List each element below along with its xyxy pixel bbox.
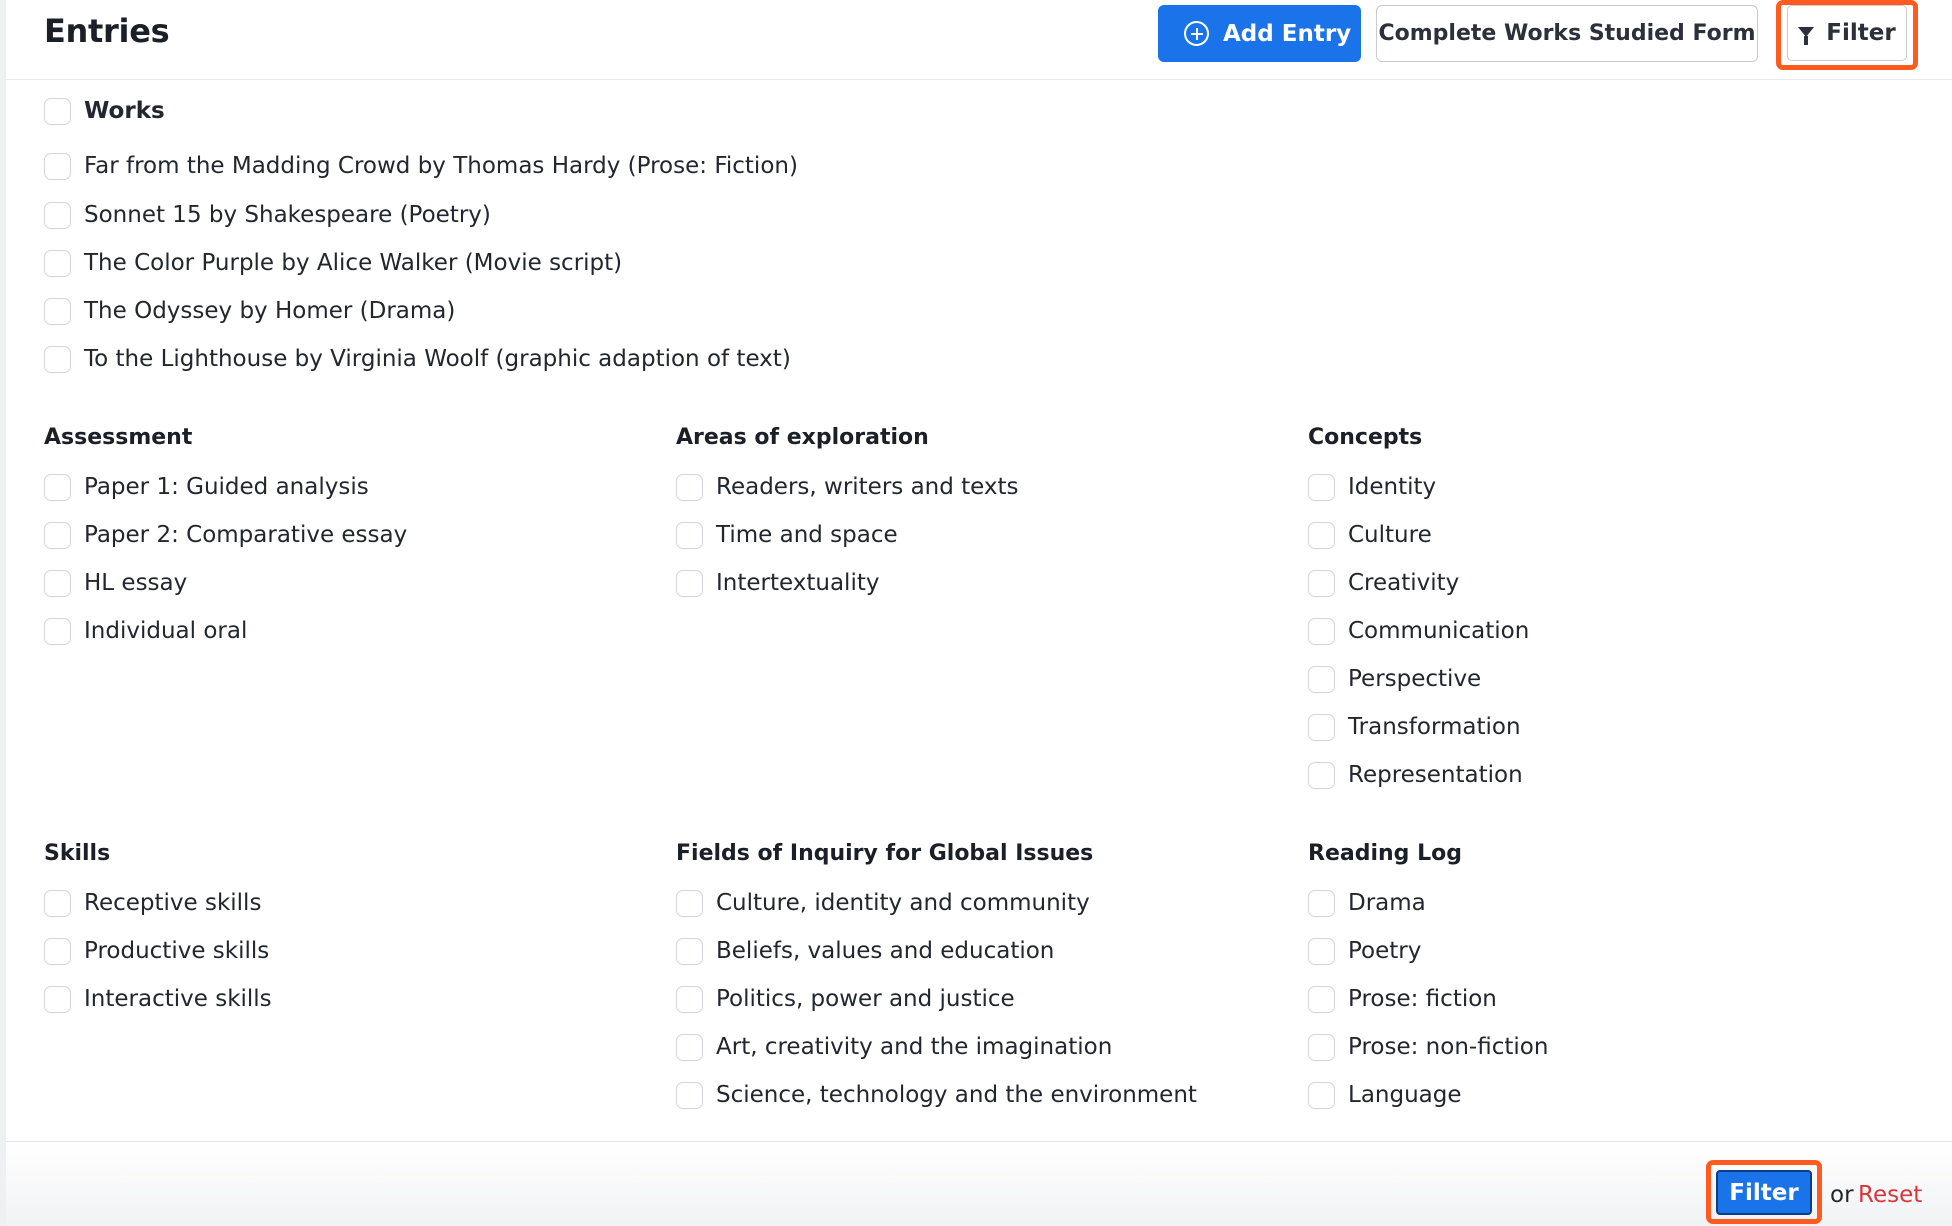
concepts-item-label: Representation xyxy=(1348,762,1523,788)
left-border xyxy=(0,0,6,1226)
checkbox[interactable] xyxy=(1308,474,1335,501)
areas-title: Areas of exploration xyxy=(676,425,929,450)
areas-item[interactable] xyxy=(676,470,1019,504)
areas-item[interactable] xyxy=(676,566,879,600)
fields-item-label: Culture, identity and community xyxy=(716,890,1090,916)
reading-log-item-label: Prose: fiction xyxy=(1348,986,1497,1012)
checkbox[interactable] xyxy=(676,522,703,549)
works-item[interactable] xyxy=(44,149,798,183)
assessment-title: Assessment xyxy=(44,425,193,450)
checkbox[interactable] xyxy=(1308,1034,1335,1061)
reading-log-item[interactable] xyxy=(1308,934,1421,968)
fields-item[interactable] xyxy=(676,934,1054,968)
assessment-item[interactable] xyxy=(44,566,187,600)
fields-item[interactable] xyxy=(676,982,1015,1016)
page-title: Entries xyxy=(44,12,170,50)
reading-log-item[interactable] xyxy=(1308,1030,1548,1064)
areas-item[interactable] xyxy=(676,518,898,552)
assessment-item[interactable] xyxy=(44,614,247,648)
reading-log-item[interactable] xyxy=(1308,886,1426,920)
assessment-item[interactable] xyxy=(44,518,407,552)
checkbox[interactable] xyxy=(44,202,71,229)
skills-item[interactable] xyxy=(44,934,269,968)
assessment-item-label: HL essay xyxy=(84,570,188,596)
works-item[interactable] xyxy=(44,246,622,280)
complete-form-label: Complete Works Studied Form xyxy=(1378,21,1756,46)
concepts-item-label: Perspective xyxy=(1348,666,1482,692)
works-item[interactable] xyxy=(44,342,791,376)
reading-log-item-label: Poetry xyxy=(1348,938,1422,964)
checkbox[interactable] xyxy=(1308,522,1335,549)
assessment-item-label: Individual oral xyxy=(84,618,248,644)
checkbox[interactable] xyxy=(44,153,71,180)
concepts-item[interactable] xyxy=(1308,470,1436,504)
skills-title: Skills xyxy=(44,841,111,866)
checkbox[interactable] xyxy=(676,1082,703,1109)
checkbox[interactable] xyxy=(44,986,71,1013)
checkbox[interactable] xyxy=(676,938,703,965)
concepts-item-label: Culture xyxy=(1348,522,1432,548)
checkbox[interactable] xyxy=(44,250,71,277)
funnel-icon xyxy=(1798,27,1814,37)
fields-item-label: Art, creativity and the imagination xyxy=(716,1034,1113,1060)
skills-item[interactable] xyxy=(44,982,272,1016)
areas-item-label: Intertextuality xyxy=(716,570,880,596)
checkbox[interactable] xyxy=(1308,762,1335,789)
checkbox[interactable] xyxy=(1308,1082,1335,1109)
concepts-item[interactable] xyxy=(1308,518,1432,552)
checkbox[interactable] xyxy=(676,890,703,917)
fields-item-label: Science, technology and the environment xyxy=(716,1082,1197,1108)
reading-log-title: Reading Log xyxy=(1308,841,1462,866)
reset-link[interactable]: Reset xyxy=(1858,1182,1923,1208)
filter-footer xyxy=(6,1141,1952,1226)
or-text: or xyxy=(1830,1182,1854,1208)
reading-log-item-label: Prose: non-fiction xyxy=(1348,1034,1549,1060)
checkbox[interactable] xyxy=(676,474,703,501)
add-entry-label: Add Entry xyxy=(1223,20,1352,47)
works-item-label: Sonnet 15 by Shakespeare (Poetry) xyxy=(84,202,491,228)
reading-log-item-label: Drama xyxy=(1348,890,1426,916)
works-item-label: To the Lighthouse by Virginia Woolf (graphic adaption of text) xyxy=(84,346,791,372)
checkbox[interactable] xyxy=(44,570,71,597)
checkbox[interactable] xyxy=(1308,666,1335,693)
checkbox[interactable] xyxy=(44,298,71,325)
checkbox[interactable] xyxy=(1308,938,1335,965)
works-item-label: Far from the Madding Crowd by Thomas Hardy (Prose: Fiction) xyxy=(84,153,798,179)
fields-title: Fields of Inquiry for Global Issues xyxy=(676,841,1094,866)
plus-circle-icon xyxy=(1184,21,1209,46)
checkbox[interactable] xyxy=(676,986,703,1013)
checkbox[interactable] xyxy=(1308,890,1335,917)
checkbox[interactable] xyxy=(44,522,71,549)
checkbox[interactable] xyxy=(44,98,71,125)
fields-item-label: Beliefs, values and education xyxy=(716,938,1055,964)
checkbox[interactable] xyxy=(676,570,703,597)
checkbox[interactable] xyxy=(44,890,71,917)
reading-log-item[interactable] xyxy=(1308,1078,1462,1112)
concepts-item[interactable] xyxy=(1308,566,1459,600)
filter-toggle-button[interactable] xyxy=(1787,5,1907,61)
skills-item-label: Productive skills xyxy=(84,938,270,964)
assessment-item-label: Paper 1: Guided analysis xyxy=(84,474,369,500)
reading-log-item-label: Language xyxy=(1348,1082,1462,1108)
works-label: Works xyxy=(84,98,165,124)
fields-item[interactable] xyxy=(676,1078,1197,1112)
checkbox[interactable] xyxy=(1308,714,1335,741)
concepts-item[interactable] xyxy=(1308,614,1529,648)
reading-log-item[interactable] xyxy=(1308,982,1497,1016)
assessment-item-label: Paper 2: Comparative essay xyxy=(84,522,408,548)
concepts-item-label: Communication xyxy=(1348,618,1530,644)
concepts-item[interactable] xyxy=(1308,662,1481,696)
works-item[interactable] xyxy=(44,294,455,328)
fields-item[interactable] xyxy=(676,886,1090,920)
skills-item[interactable] xyxy=(44,886,261,920)
concepts-item[interactable] xyxy=(1308,710,1521,744)
checkbox[interactable] xyxy=(676,1034,703,1061)
works-item-label: The Color Purple by Alice Walker (Movie script) xyxy=(84,250,623,276)
concepts-item-label: Transformation xyxy=(1348,714,1521,740)
skills-item-label: Interactive skills xyxy=(84,986,272,1012)
checkbox[interactable] xyxy=(44,618,71,645)
areas-item-label: Time and space xyxy=(716,522,898,548)
concepts-item-label: Creativity xyxy=(1348,570,1460,596)
fields-item[interactable] xyxy=(676,1030,1112,1064)
concepts-item-label: Identity xyxy=(1348,474,1437,500)
filter-toggle-label: Filter xyxy=(1826,20,1896,46)
checkbox[interactable] xyxy=(1308,618,1335,645)
filter-submit-button[interactable] xyxy=(1716,1170,1812,1215)
fields-item-label: Politics, power and justice xyxy=(716,986,1015,1012)
areas-item-label: Readers, writers and texts xyxy=(716,474,1019,500)
skills-item-label: Receptive skills xyxy=(84,890,262,916)
works-item-label: The Odyssey by Homer (Drama) xyxy=(84,298,456,324)
checkbox[interactable] xyxy=(44,938,71,965)
concepts-title: Concepts xyxy=(1308,425,1423,450)
checkbox[interactable] xyxy=(44,474,71,501)
assessment-item[interactable] xyxy=(44,470,369,504)
checkbox[interactable] xyxy=(44,346,71,373)
checkbox[interactable] xyxy=(1308,986,1335,1013)
checkbox[interactable] xyxy=(1308,570,1335,597)
filter-submit-label: Filter xyxy=(1729,1179,1799,1206)
add-entry-button[interactable] xyxy=(1158,5,1361,62)
works-select-all[interactable] xyxy=(44,94,165,128)
complete-works-studied-form-button[interactable] xyxy=(1376,5,1758,62)
works-item[interactable] xyxy=(44,198,491,232)
concepts-item[interactable] xyxy=(1308,758,1523,792)
